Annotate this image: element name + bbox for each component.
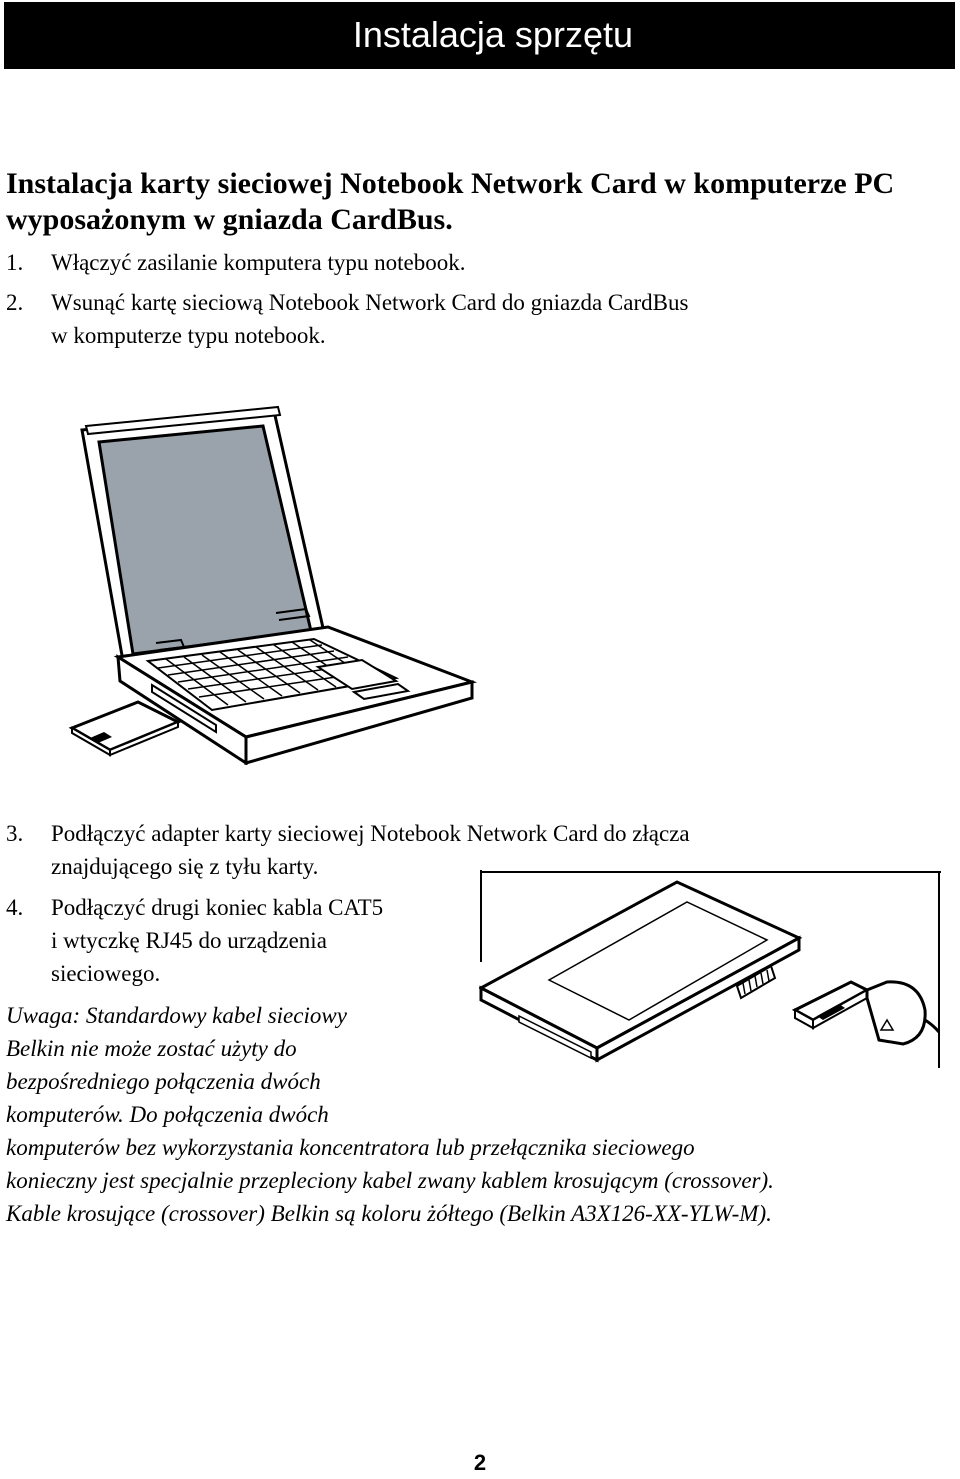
note-line: komputerów. Do połączenia dwóch [6,1102,329,1127]
note-line: komputerów bez wykorzystania koncentratora lub przełącznika sieciowego [6,1135,695,1160]
note-line: Belkin nie może zostać użyty do [6,1036,297,1061]
section-title: Instalacja karty sieciowej Notebook Network Card w komputerze PC wyposażonym w gniazda CardBus. [6,167,895,236]
note-block [6,999,956,1230]
header-bar [4,2,955,69]
step-4 [6,892,476,992]
step-number: 2. [6,290,24,315]
note-line: Uwaga: Standardowy kabel sieciowy [6,1003,347,1028]
step-number: 1. [6,250,24,275]
note-line: Kable krosujące (crossover) Belkin są koloru żółtego (Belkin A3X126-XX-YLW-M). [6,1201,772,1226]
step-text-continued: sieciowego. [51,961,161,986]
step-text-continued: i wtyczkę RJ45 do urządzenia [51,928,327,953]
step-text-continued: w komputerze typu notebook. [51,323,326,348]
step-number: 3. [6,821,24,846]
step-text: Włączyć zasilanie komputera typu notebook. [51,250,466,275]
step-text-continued: znajdującego się z tyłu karty. [51,854,319,879]
note-line: bezpośredniego połączenia dwóch [6,1069,321,1094]
step-text: Podłączyć adapter karty sieciowej Notebook Network Card do złącza [51,821,690,846]
step-text: Podłączyć drugi koniec kabla CAT5 [51,895,384,920]
step-2 [6,287,906,353]
laptop-illustration [66,395,486,765]
page-title: Instalacja sprzętu [352,14,633,55]
page-number: 2 [473,1450,487,1475]
step-1 [6,247,906,279]
note-line: konieczny jest specjalnie przepleciony kabel zwany kablem krosującym (crossover). [6,1168,774,1193]
step-text: Wsunąć kartę sieciową Notebook Network Card do gniazda CardBus [51,290,689,315]
step-number: 4. [6,895,24,920]
